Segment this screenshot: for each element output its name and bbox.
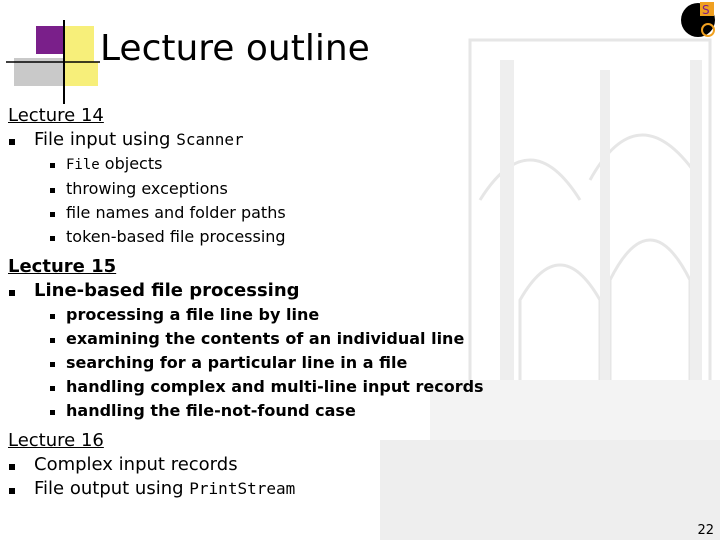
sub-list-item: [8, 201, 484, 225]
bullet-icon: [50, 212, 55, 217]
lecture-heading: Lecture 14: [8, 105, 104, 126]
bullet-icon: [9, 290, 15, 296]
bullet-icon: [50, 362, 55, 367]
list-item: [8, 279, 484, 303]
item-text: handling complex and multi-line input records: [66, 377, 484, 396]
list-item: [8, 477, 484, 501]
item-text: examining the contents of an individual line: [66, 329, 465, 348]
page-number: 22: [697, 523, 714, 538]
title-decoration: [0, 0, 110, 110]
sub-list-item: [8, 303, 484, 327]
list-item: [8, 453, 484, 477]
bullet-icon: [9, 464, 15, 470]
item-text: objects: [99, 154, 163, 173]
sub-list-item: [8, 375, 484, 399]
bullet-icon: [50, 188, 55, 193]
item-text: searching for a particular line in a file: [66, 353, 408, 372]
sub-list-item: [8, 225, 484, 249]
bullet-icon: [9, 139, 15, 145]
item-text: Complex input records: [34, 454, 238, 475]
outline-content: [8, 104, 484, 501]
item-text: processing a file line by line: [66, 305, 320, 324]
svg-text:S: S: [702, 3, 710, 17]
item-text: handling the file-not-found case: [66, 401, 356, 420]
logo-icon: [674, 0, 720, 44]
sub-list-item: [8, 399, 484, 423]
lecture-heading: Lecture 16: [8, 430, 104, 451]
bullet-icon: [50, 410, 55, 415]
item-text: File input using: [34, 129, 177, 150]
slide-title: Lecture outline: [100, 28, 370, 69]
item-text: Line-based file processing: [34, 280, 300, 301]
bullet-icon: [50, 236, 55, 241]
list-item: [8, 128, 484, 152]
sub-list-item: [8, 327, 484, 351]
item-text: throwing exceptions: [66, 179, 228, 198]
item-text: File output using: [34, 478, 190, 499]
sub-list-item: [8, 152, 484, 177]
bullet-icon: [50, 314, 55, 319]
bullet-icon: [9, 488, 15, 494]
bullet-icon: [50, 163, 55, 168]
item-code: Scanner: [176, 130, 244, 149]
item-code: PrintStream: [189, 479, 296, 498]
item-code: File: [66, 157, 100, 173]
bullet-icon: [50, 338, 55, 343]
sub-list-item: [8, 177, 484, 201]
item-text: token-based file processing: [66, 227, 286, 246]
item-text: file names and folder paths: [66, 203, 286, 222]
bullet-icon: [50, 386, 55, 391]
sub-list-item: [8, 351, 484, 375]
lecture-heading: Lecture 15: [8, 256, 117, 277]
